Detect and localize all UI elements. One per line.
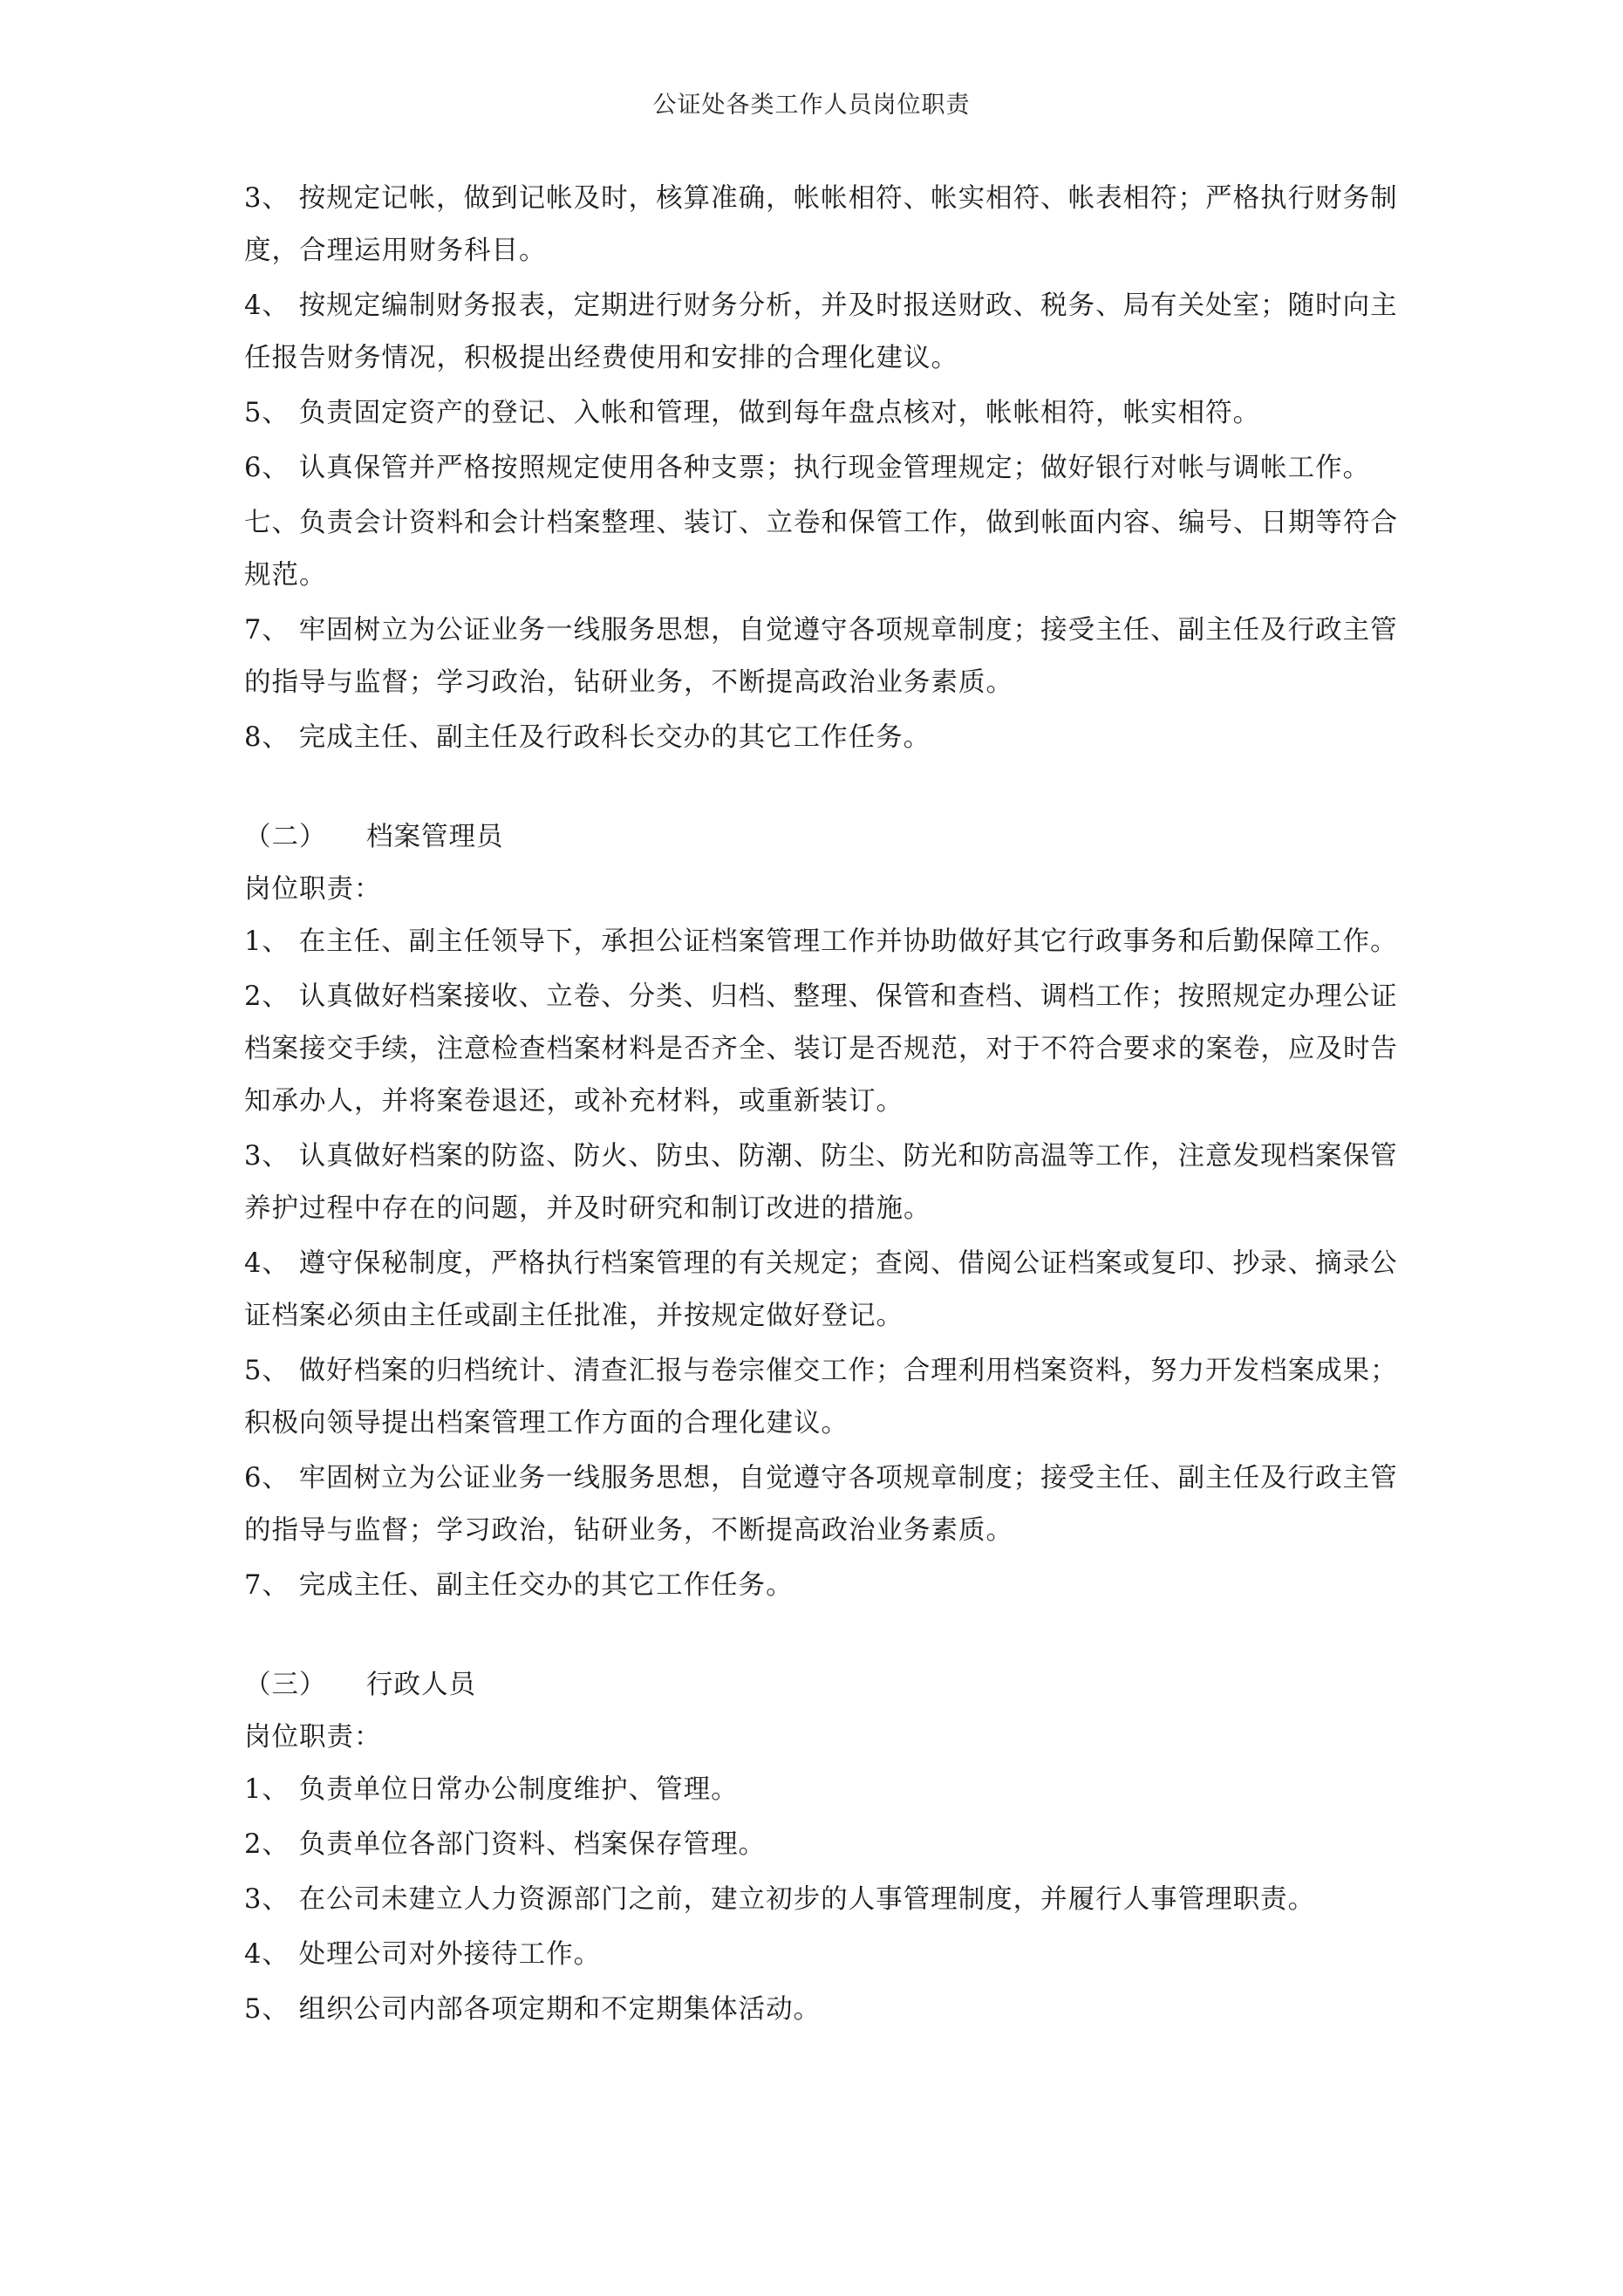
section-number: （二） bbox=[244, 822, 327, 852]
list-item: 5、 组织公司内部各项定期和不定期集体活动。 bbox=[244, 1994, 822, 2025]
section-heading bbox=[244, 811, 1413, 864]
section-title: 行政人员 bbox=[366, 1670, 476, 1700]
finance-duties-list bbox=[244, 173, 1413, 764]
list-item: 4、 处理公司对外接待工作。 bbox=[244, 1939, 602, 1970]
list-item: 6、 认真保管并严格按照规定使用各种支票；执行现金管理规定；做好银行对帐与调帐工作。 bbox=[244, 453, 1371, 483]
list-item: 7、 牢固树立为公证业务一线服务思想，自觉遵守各项规章制度；接受主任、副主任及行政主管的指导与监督；学习政治，钻研业务，不断提高政治业务素质。 bbox=[244, 615, 1398, 698]
list-item: 2、 认真做好档案接收、立卷、分类、归档、整理、保管和查档、调档工作；按照规定办理公证档案接交手续，注意检查档案材料是否齐全、装订是否规范，对于不符合要求的案卷，应及时告知承办人，并将案卷退还，或补充材料，或重新装订。 bbox=[244, 981, 1398, 1117]
duty-label: 岗位职责： bbox=[244, 874, 382, 905]
list-item: 5、 做好档案的归档统计、清查汇报与卷宗催交工作；合理利用档案资料，努力开发档案成果；积极向领导提出档案管理工作方面的合理化建议。 bbox=[244, 1356, 1398, 1438]
list-item: 3、 按规定记帐，做到记帐及时，核算准确，帐帐相符、帐实相符、帐表相符；严格执行财务制度，合理运用财务科目。 bbox=[244, 183, 1398, 266]
list-item: 3、 认真做好档案的防盗、防火、防虫、防潮、防尘、防光和防高温等工作，注意发现档案保管养护过程中存在的问题，并及时研究和制订改进的措施。 bbox=[244, 1141, 1398, 1224]
list-item: 七、负责会计资料和会计档案整理、装订、立卷和保管工作，做到帐面内容、编号、日期等符合规范。 bbox=[244, 508, 1398, 591]
list-item: 4、 遵守保秘制度，严格执行档案管理的有关规定；查阅、借阅公证档案或复印、抄录、摘录公证档案必须由主任或副主任批准，并按规定做好登记。 bbox=[244, 1248, 1398, 1331]
list-item: 5、 负责固定资产的登记、入帐和管理，做到每年盘点核对，帐帐相符，帐实相符。 bbox=[244, 398, 1261, 428]
list-item: 3、 在公司未建立人力资源部门之前，建立初步的人事管理制度，并履行人事管理职责。 bbox=[244, 1884, 1316, 1915]
duty-label: 岗位职责： bbox=[244, 1722, 382, 1753]
list-item: 8、 完成主任、副主任及行政科长交办的其它工作任务。 bbox=[244, 722, 931, 753]
list-item: 2、 负责单位各部门资料、档案保存管理。 bbox=[244, 1829, 767, 1860]
list-item: 4、 按规定编制财务报表，定期进行财务分析，并及时报送财政、税务、局有关处室；随时向主任报告财务情况，积极提出经费使用和安排的合理化建议。 bbox=[244, 290, 1398, 373]
section-number: （三） bbox=[244, 1670, 327, 1700]
list-item: 7、 完成主任、副主任交办的其它工作任务。 bbox=[244, 1570, 794, 1601]
section-title: 档案管理员 bbox=[366, 822, 504, 852]
page-header-title: 公证处各类工作人员岗位职责 bbox=[652, 92, 971, 119]
section-administrative bbox=[244, 1659, 1413, 2036]
section-heading bbox=[244, 1659, 1413, 1712]
list-item: 6、 牢固树立为公证业务一线服务思想，自觉遵守各项规章制度；接受主任、副主任及行政主管的指导与监督；学习政治，钻研业务，不断提高政治业务素质。 bbox=[244, 1463, 1398, 1546]
list-item: 1、 负责单位日常办公制度维护、管理。 bbox=[244, 1774, 739, 1805]
document-body bbox=[244, 173, 1413, 2039]
list-item: 1、 在主任、副主任领导下，承担公证档案管理工作并协助做好其它行政事务和后勤保障工作。 bbox=[244, 926, 1398, 957]
section-archivist bbox=[244, 811, 1413, 1612]
